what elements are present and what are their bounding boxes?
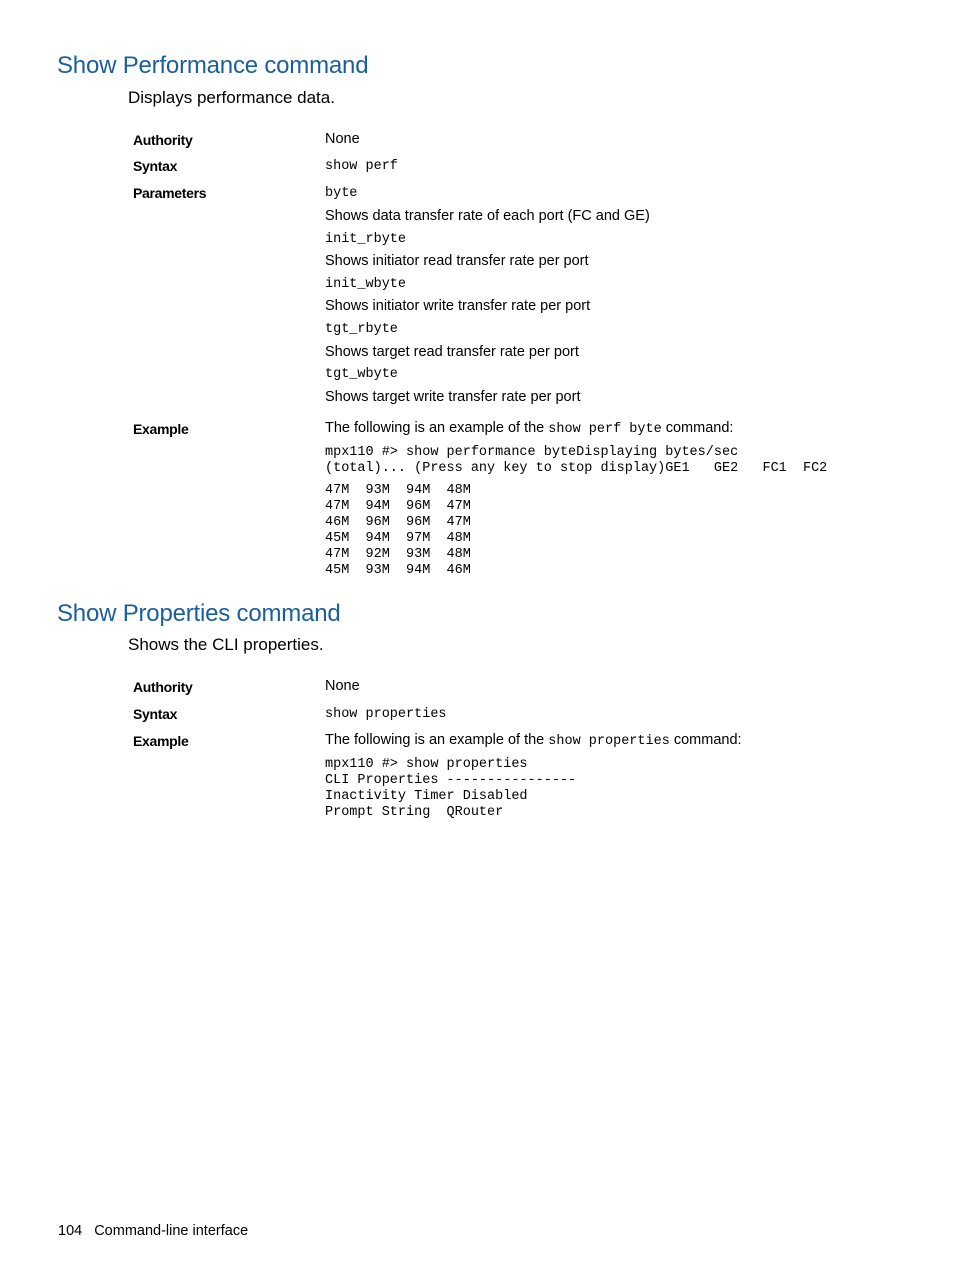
- syntax-value: show perf: [325, 159, 398, 174]
- page-number: 104: [58, 1223, 83, 1239]
- authority-label: Authority: [133, 679, 193, 695]
- output-line: mpx110 #> show properties: [325, 757, 528, 772]
- param-description: Shows target write transfer rate per port: [325, 389, 581, 405]
- param-name: byte: [325, 186, 358, 201]
- output-line: (total)... (Press any key to stop display)GE1 GE2 FC1 FC2: [325, 461, 828, 476]
- example-prefix: The following is an example of the: [325, 732, 545, 748]
- example-description: [325, 420, 733, 437]
- page-footer: [58, 1223, 260, 1239]
- param-name: init_rbyte: [325, 232, 407, 247]
- output-line: CLI Properties ----------------: [325, 773, 577, 788]
- output-row: 45M 93M 94M 46M: [325, 563, 471, 578]
- authority-value: None: [325, 678, 360, 694]
- example-prefix: The following is an example of the: [325, 420, 545, 436]
- example-description: [325, 732, 742, 749]
- syntax-label: Syntax: [133, 158, 178, 174]
- authority-value: None: [325, 131, 360, 147]
- example-code: show perf byte: [548, 422, 662, 437]
- performance-output-table: [325, 483, 471, 579]
- syntax-value: show properties: [325, 707, 447, 722]
- authority-label: Authority: [133, 132, 193, 148]
- output-row: 45M 94M 97M 48M: [325, 531, 471, 546]
- output-row: 47M 93M 94M 48M: [325, 483, 471, 498]
- section-title-properties: Show Properties command: [57, 600, 341, 627]
- example-output: [325, 445, 827, 477]
- output-line: Prompt String QRouter: [325, 805, 504, 820]
- syntax-label: Syntax: [133, 706, 178, 722]
- param-name: tgt_rbyte: [325, 322, 398, 337]
- output-row: 47M 92M 93M 48M: [325, 547, 471, 562]
- output-row: 47M 94M 96M 47M: [325, 499, 471, 514]
- example-code: show properties: [548, 734, 670, 749]
- section-title-performance: Show Performance command: [57, 52, 369, 79]
- footer-section-title: Command-line interface: [94, 1223, 249, 1239]
- output-row: 46M 96M 96M 47M: [325, 515, 471, 530]
- param-description: Shows data transfer rate of each port (FC and GE): [325, 208, 650, 224]
- example-suffix: command:: [665, 420, 734, 436]
- output-line: mpx110 #> show performance byteDisplaying bytes/sec: [325, 445, 739, 460]
- section-intro-properties: Shows the CLI properties.: [128, 635, 324, 654]
- output-line: Inactivity Timer Disabled: [325, 789, 528, 804]
- example-suffix: command:: [673, 732, 742, 748]
- param-name: tgt_wbyte: [325, 367, 398, 382]
- param-description: Shows initiator write transfer rate per port: [325, 298, 591, 314]
- parameters-label: Parameters: [133, 185, 207, 201]
- example-label: Example: [133, 421, 189, 437]
- param-description: Shows initiator read transfer rate per port: [325, 253, 589, 269]
- param-name: init_wbyte: [325, 277, 407, 292]
- section-intro-performance: Displays performance data.: [128, 88, 335, 107]
- properties-output: [325, 757, 576, 821]
- example-label: Example: [133, 733, 189, 749]
- param-description: Shows target read transfer rate per port: [325, 344, 579, 360]
